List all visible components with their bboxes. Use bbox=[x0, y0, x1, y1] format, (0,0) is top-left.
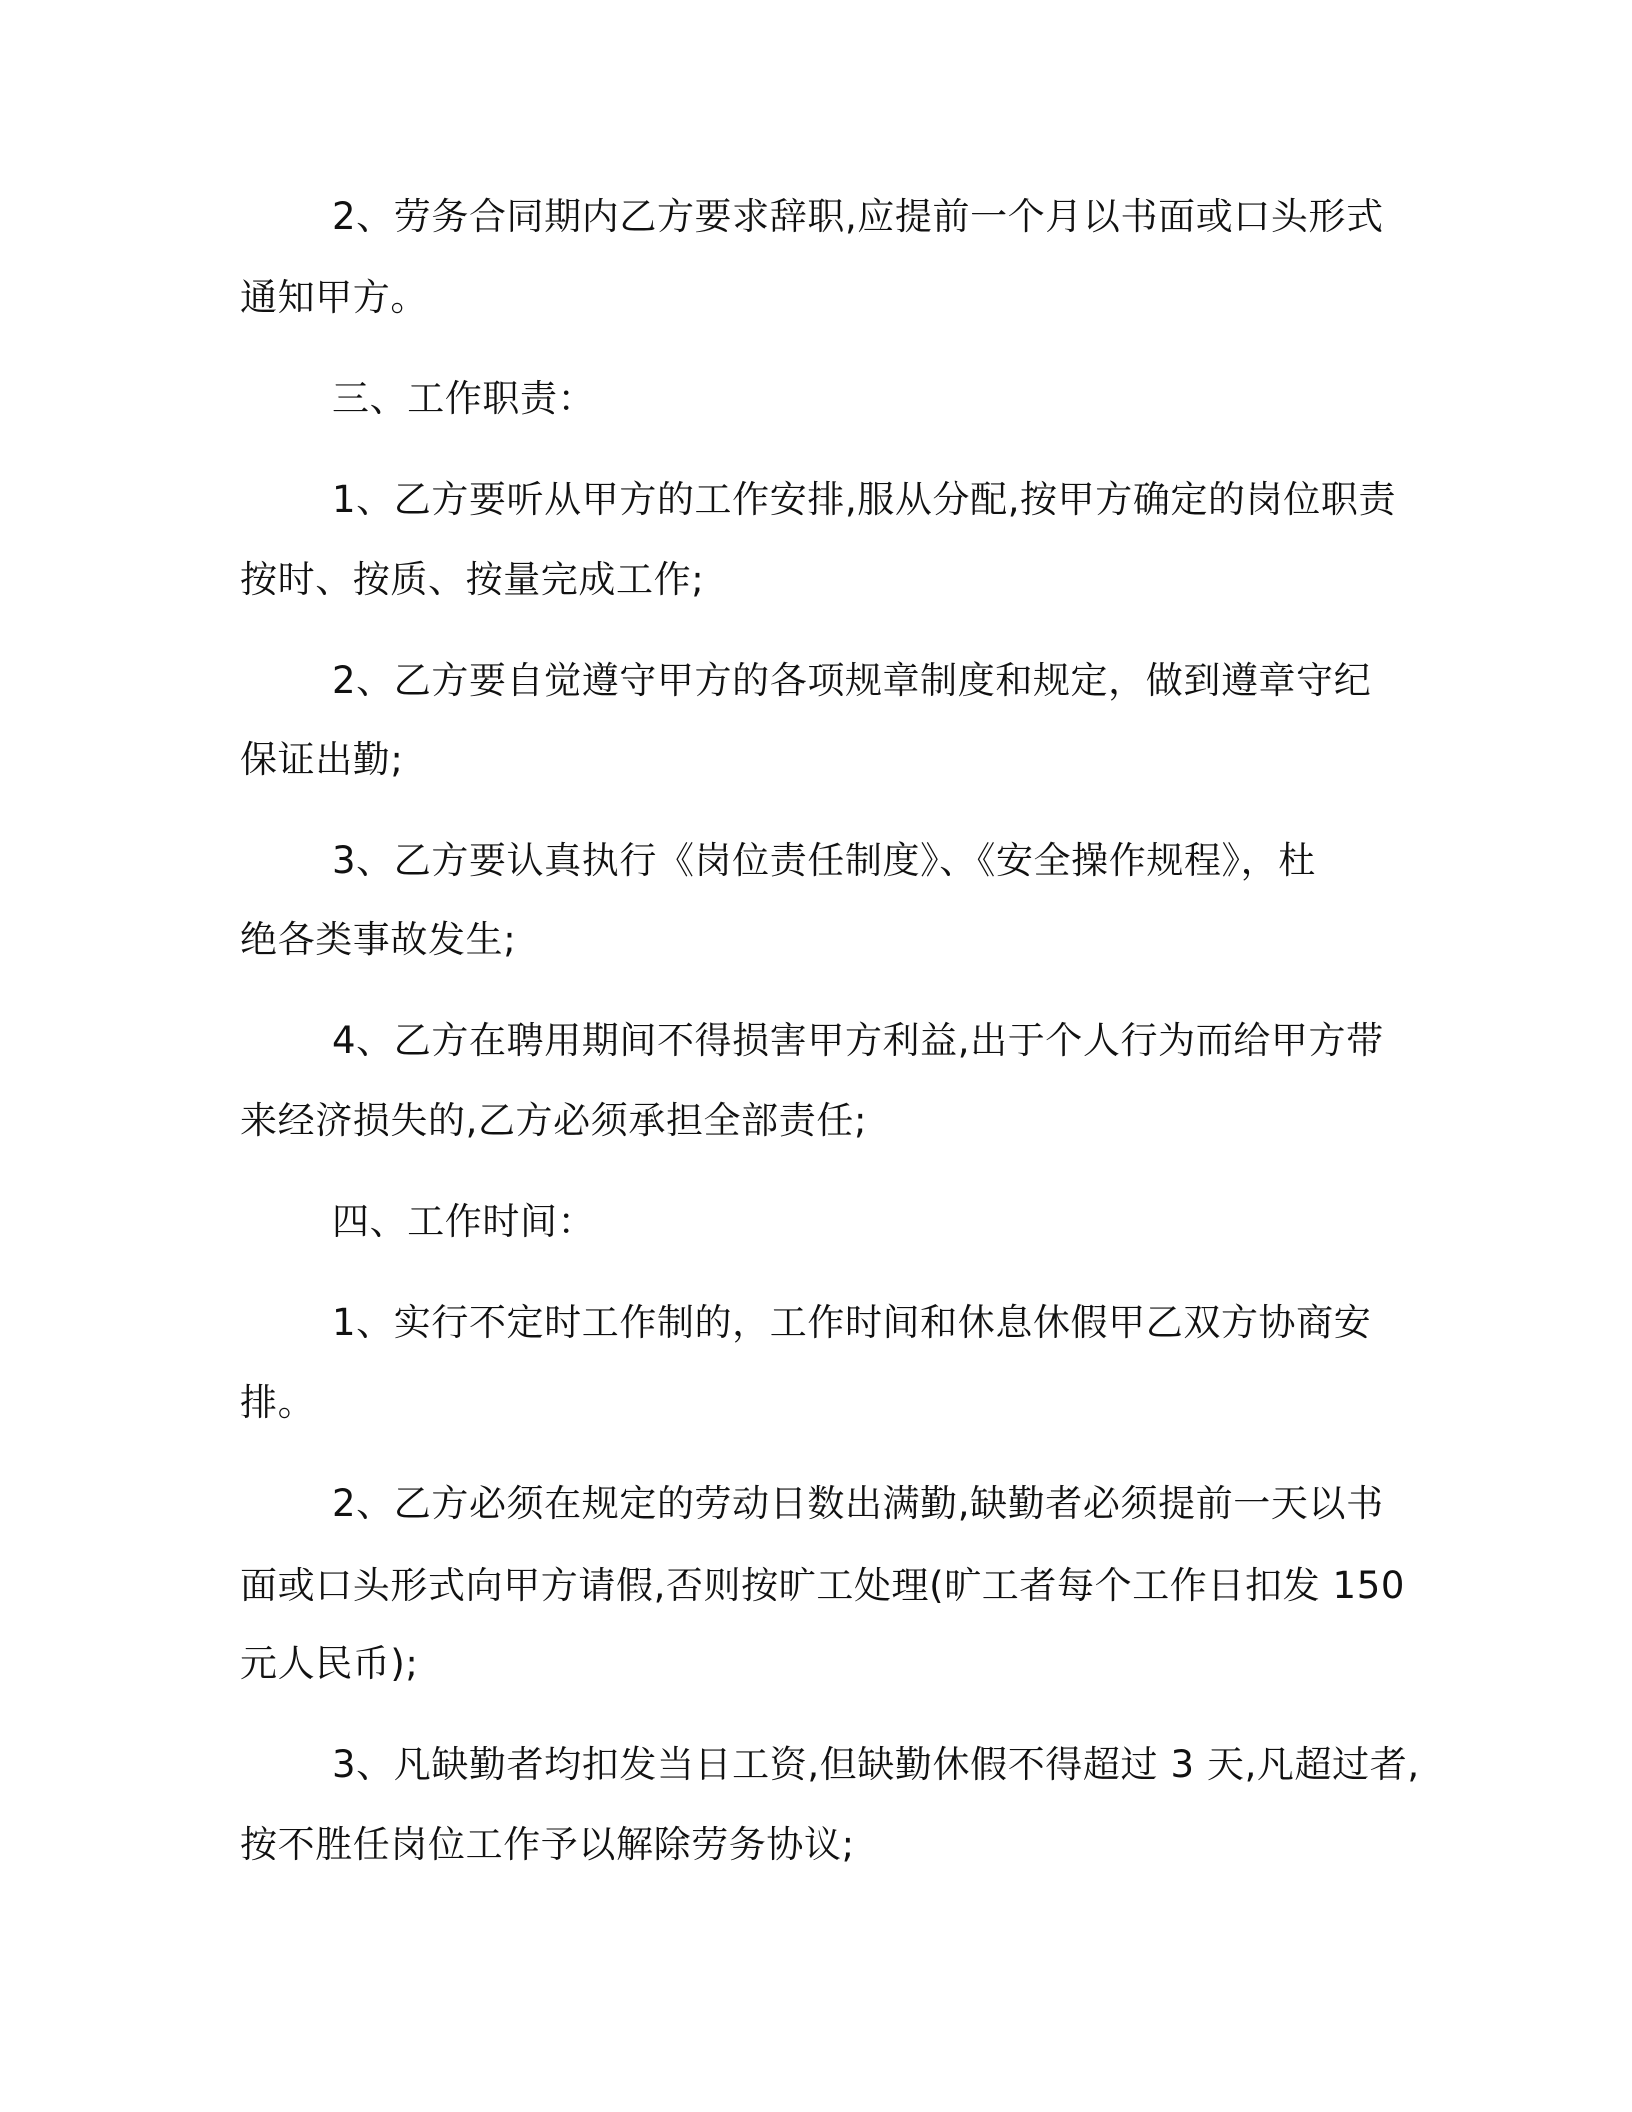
paragraph-line: 元人民币); bbox=[240, 1642, 419, 1685]
paragraph-line: 1、乙方要听从甲方的工作安排,服从分配,按甲方确定的岗位职责 bbox=[332, 478, 1397, 521]
paragraph-line: 按时、按质、按量完成工作; bbox=[240, 558, 705, 601]
paragraph-line: 3、凡缺勤者均扣发当日工资,但缺勤休假不得超过 3 天,凡超过者, bbox=[332, 1743, 1420, 1786]
paragraph-line: 1、实行不定时工作制的，工作时间和休息休假甲乙双方协商安 bbox=[332, 1301, 1372, 1344]
paragraph-line: 绝各类事故发生; bbox=[240, 918, 517, 961]
paragraph-line: 2、劳务合同期内乙方要求辞职,应提前一个月以书面或口头形式 bbox=[332, 195, 1384, 238]
paragraph-line: 保证出勤; bbox=[240, 738, 404, 781]
paragraph-line: 3、乙方要认真执行《岗位责任制度》、《安全操作规程》，杜 bbox=[332, 839, 1316, 882]
paragraph-line: 4、乙方在聘用期间不得损害甲方利益,出于个人行为而给甲方带 bbox=[332, 1019, 1384, 1062]
paragraph-line: 2、乙方必须在规定的劳动日数出满勤,缺勤者必须提前一天以书 bbox=[332, 1482, 1384, 1525]
paragraph-line: 面或口头形式向甲方请假,否则按旷工处理(旷工者每个工作日扣发 150 bbox=[240, 1564, 1405, 1607]
section-heading-work-hours: 四、工作时间： bbox=[332, 1200, 596, 1243]
paragraph-line: 来经济损失的,乙方必须承担全部责任; bbox=[240, 1099, 868, 1142]
paragraph-line: 排。 bbox=[240, 1381, 316, 1424]
paragraph-line: 通知甲方。 bbox=[240, 276, 428, 319]
paragraph-line: 2、乙方要自觉遵守甲方的各项规章制度和规定，做到遵章守纪 bbox=[332, 659, 1372, 702]
section-heading-duties: 三、工作职责： bbox=[332, 377, 596, 420]
paragraph-line: 按不胜任岗位工作予以解除劳务协议; bbox=[240, 1823, 855, 1866]
